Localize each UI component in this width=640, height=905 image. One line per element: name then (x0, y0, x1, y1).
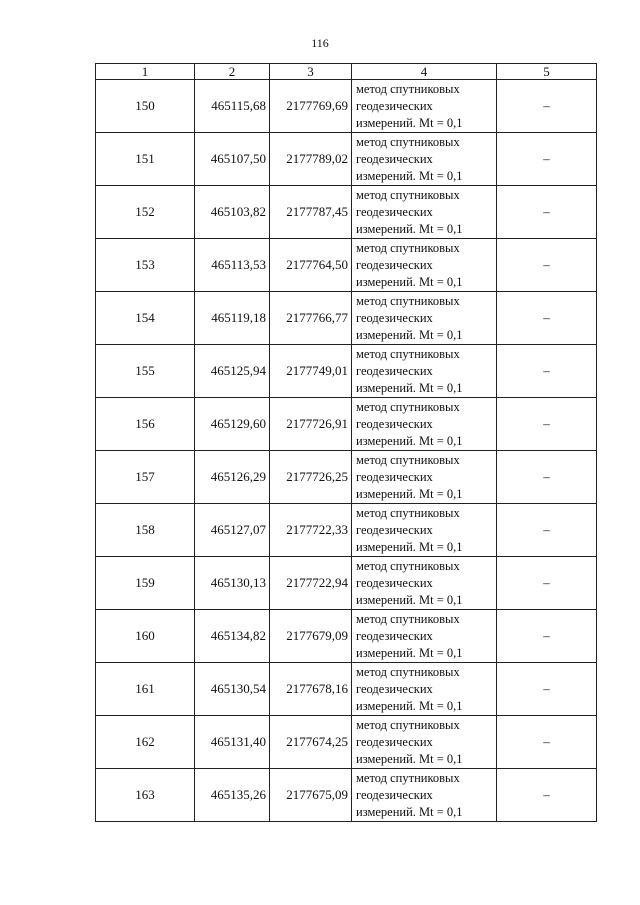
method-text-line: измерений. Mt = 0,1 (356, 645, 463, 660)
method-cell (352, 610, 497, 663)
method-cell (352, 186, 497, 239)
column-header-1: 1 (96, 64, 195, 80)
table-header-row (96, 64, 597, 80)
column-5-cell: – (497, 557, 597, 610)
point-number-cell: 163 (96, 769, 195, 822)
method-text-line: измерений. Mt = 0,1 (356, 433, 463, 448)
method-text-line: геодезических (356, 787, 433, 802)
method-text-line: измерений. Mt = 0,1 (356, 486, 463, 501)
method-text-line: метод спутниковых (356, 134, 460, 149)
column-5-cell: – (497, 133, 597, 186)
method-text-line: метод спутниковых (356, 611, 460, 626)
method-text-line: геодезических (356, 363, 433, 378)
method-text-line: геодезических (356, 522, 433, 537)
x-coordinate-cell: 465134,82 (195, 610, 270, 663)
x-coordinate-cell: 465131,40 (195, 716, 270, 769)
x-coordinate-cell: 465115,68 (195, 80, 270, 133)
method-cell (352, 663, 497, 716)
y-coordinate-cell: 2177749,01 (270, 345, 352, 398)
y-coordinate-cell: 2177678,16 (270, 663, 352, 716)
table-row (96, 239, 597, 292)
point-number-cell: 155 (96, 345, 195, 398)
y-coordinate-cell: 2177726,91 (270, 398, 352, 451)
table-row (96, 610, 597, 663)
point-number-cell: 161 (96, 663, 195, 716)
method-text-line: геодезических (356, 628, 433, 643)
y-coordinate-cell: 2177769,69 (270, 80, 352, 133)
column-5-cell: – (497, 769, 597, 822)
table-row (96, 80, 597, 133)
point-number-cell: 150 (96, 80, 195, 133)
table-row (96, 345, 597, 398)
table-row (96, 716, 597, 769)
method-cell (352, 345, 497, 398)
point-number-cell: 157 (96, 451, 195, 504)
point-number-cell: 152 (96, 186, 195, 239)
x-coordinate-cell: 465119,18 (195, 292, 270, 345)
y-coordinate-cell: 2177722,94 (270, 557, 352, 610)
method-text-line: геодезических (356, 204, 433, 219)
method-cell (352, 451, 497, 504)
method-text-line: геодезических (356, 575, 433, 590)
method-text-line: геодезических (356, 416, 433, 431)
y-coordinate-cell: 2177787,45 (270, 186, 352, 239)
table-row (96, 663, 597, 716)
x-coordinate-cell: 465126,29 (195, 451, 270, 504)
method-text-line: метод спутниковых (356, 505, 460, 520)
column-header-5: 5 (497, 64, 597, 80)
table-row (96, 133, 597, 186)
point-number-cell: 162 (96, 716, 195, 769)
method-text-line: измерений. Mt = 0,1 (356, 221, 463, 236)
point-number-cell: 151 (96, 133, 195, 186)
y-coordinate-cell: 2177764,50 (270, 239, 352, 292)
point-number-cell: 156 (96, 398, 195, 451)
column-5-cell: – (497, 716, 597, 769)
column-5-cell: – (497, 292, 597, 345)
table-row (96, 186, 597, 239)
column-5-cell: – (497, 610, 597, 663)
method-text-line: измерений. Mt = 0,1 (356, 592, 463, 607)
method-text-line: метод спутниковых (356, 452, 460, 467)
column-header-2: 2 (195, 64, 270, 80)
method-text-line: метод спутниковых (356, 346, 460, 361)
y-coordinate-cell: 2177679,09 (270, 610, 352, 663)
method-text-line: измерений. Mt = 0,1 (356, 751, 463, 766)
table-row (96, 292, 597, 345)
page-number: 116 (311, 36, 329, 50)
method-text-line: геодезических (356, 257, 433, 272)
x-coordinate-cell: 465135,26 (195, 769, 270, 822)
table-row (96, 451, 597, 504)
table-body (96, 80, 597, 822)
method-text-line: измерений. Mt = 0,1 (356, 698, 463, 713)
column-5-cell: – (497, 663, 597, 716)
method-cell (352, 239, 497, 292)
x-coordinate-cell: 465130,13 (195, 557, 270, 610)
method-text-line: измерений. Mt = 0,1 (356, 539, 463, 554)
table-row (96, 398, 597, 451)
method-text-line: геодезических (356, 681, 433, 696)
x-coordinate-cell: 465125,94 (195, 345, 270, 398)
column-5-cell: – (497, 80, 597, 133)
method-cell (352, 557, 497, 610)
x-coordinate-cell: 465103,82 (195, 186, 270, 239)
method-cell (352, 504, 497, 557)
method-text-line: метод спутниковых (356, 240, 460, 255)
x-coordinate-cell: 465127,07 (195, 504, 270, 557)
method-cell (352, 80, 497, 133)
method-text-line: метод спутниковых (356, 399, 460, 414)
column-5-cell: – (497, 345, 597, 398)
point-number-cell: 153 (96, 239, 195, 292)
y-coordinate-cell: 2177789,02 (270, 133, 352, 186)
method-text-line: измерений. Mt = 0,1 (356, 115, 463, 130)
method-text-line: метод спутниковых (356, 293, 460, 308)
y-coordinate-cell: 2177726,25 (270, 451, 352, 504)
method-text-line: геодезических (356, 734, 433, 749)
table-row (96, 769, 597, 822)
table-row (96, 557, 597, 610)
method-text-line: измерений. Mt = 0,1 (356, 168, 463, 183)
x-coordinate-cell: 465113,53 (195, 239, 270, 292)
method-text-line: метод спутниковых (356, 770, 460, 785)
method-text-line: измерений. Mt = 0,1 (356, 380, 463, 395)
method-text-line: метод спутниковых (356, 664, 460, 679)
x-coordinate-cell: 465130,54 (195, 663, 270, 716)
y-coordinate-cell: 2177722,33 (270, 504, 352, 557)
x-coordinate-cell: 465129,60 (195, 398, 270, 451)
method-cell (352, 292, 497, 345)
column-5-cell: – (497, 504, 597, 557)
method-text-line: метод спутниковых (356, 187, 460, 202)
point-number-cell: 159 (96, 557, 195, 610)
method-text-line: геодезических (356, 151, 433, 166)
y-coordinate-cell: 2177766,77 (270, 292, 352, 345)
method-text-line: метод спутниковых (356, 558, 460, 573)
method-text-line: геодезических (356, 469, 433, 484)
column-header-4: 4 (352, 64, 497, 80)
column-5-cell: – (497, 451, 597, 504)
table-row (96, 504, 597, 557)
method-text-line: измерений. Mt = 0,1 (356, 804, 463, 819)
column-5-cell: – (497, 239, 597, 292)
coordinates-table (95, 63, 597, 822)
column-5-cell: – (497, 186, 597, 239)
method-text-line: геодезических (356, 310, 433, 325)
method-text-line: измерений. Mt = 0,1 (356, 327, 463, 342)
method-text-line: измерений. Mt = 0,1 (356, 274, 463, 289)
method-cell (352, 769, 497, 822)
method-text-line: геодезических (356, 98, 433, 113)
method-cell (352, 716, 497, 769)
method-cell (352, 133, 497, 186)
point-number-cell: 160 (96, 610, 195, 663)
y-coordinate-cell: 2177674,25 (270, 716, 352, 769)
column-5-cell: – (497, 398, 597, 451)
point-number-cell: 154 (96, 292, 195, 345)
x-coordinate-cell: 465107,50 (195, 133, 270, 186)
column-header-3: 3 (270, 64, 352, 80)
y-coordinate-cell: 2177675,09 (270, 769, 352, 822)
method-cell (352, 398, 497, 451)
point-number-cell: 158 (96, 504, 195, 557)
method-text-line: метод спутниковых (356, 81, 460, 96)
method-text-line: метод спутниковых (356, 717, 460, 732)
